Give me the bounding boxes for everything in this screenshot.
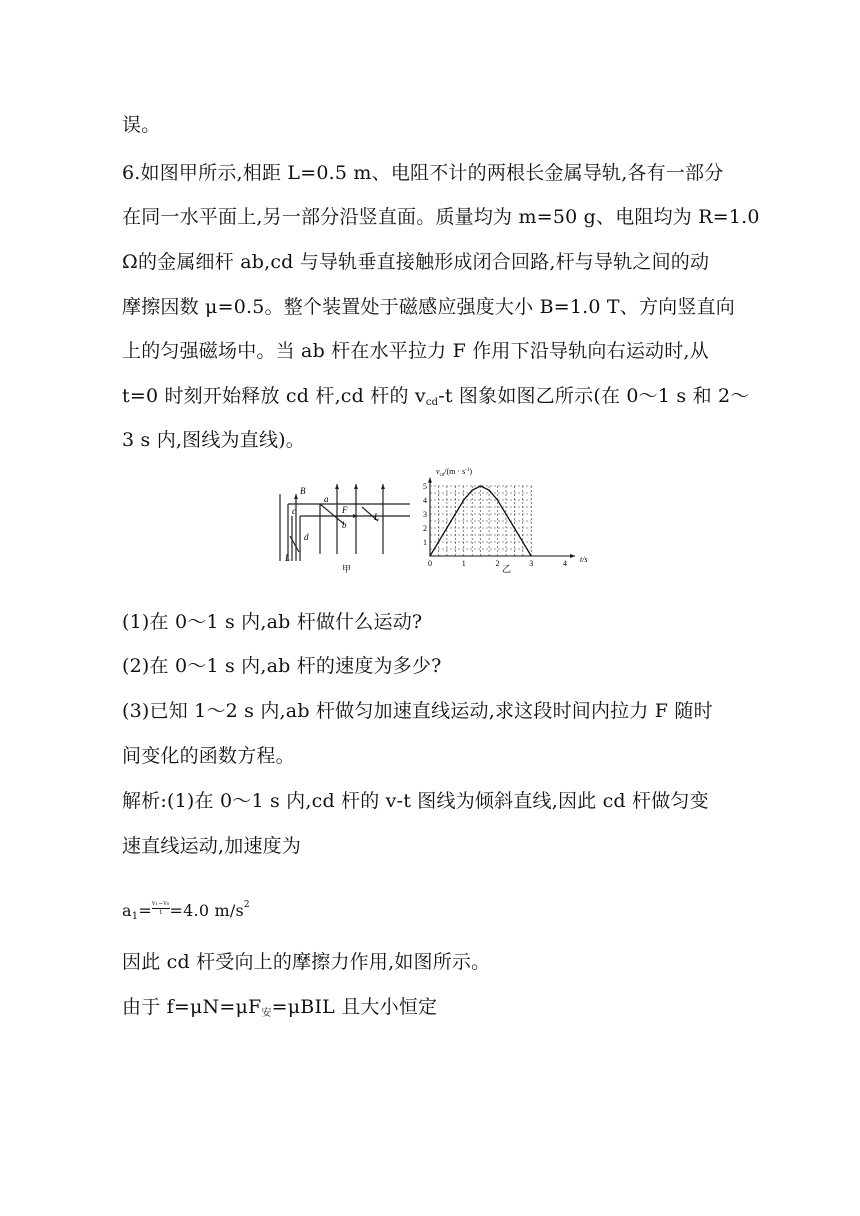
y-tick-label: 4 — [423, 496, 427, 505]
accel-sub: 1 — [131, 911, 139, 922]
x-tick-label: 0 — [428, 559, 432, 568]
yi-caption: 乙 — [502, 564, 512, 574]
question-3-line-2: 间变化的函数方程。 — [122, 745, 295, 767]
accel-frac-num: v₁−v₀ — [151, 900, 170, 907]
data-point — [438, 541, 439, 542]
accel-fraction — [152, 900, 170, 917]
yi-ylabel-v: v — [436, 467, 440, 476]
solution-line-3: 因此 cd 杆受向上的摩擦力作用,如图所示。 — [122, 951, 491, 973]
solution-line-4-rest: =μBIL 且大小恒定 — [271, 996, 438, 1018]
data-point — [488, 490, 489, 491]
yi-ylabel — [436, 467, 472, 478]
jia-label-l-bottom: L — [285, 553, 291, 563]
yi-ylabel-close: ) — [469, 467, 473, 476]
data-point — [446, 527, 447, 528]
line-7 — [122, 384, 750, 415]
question-2: (2)在 0～1 s 内,ab 杆的速度为多少? — [122, 655, 442, 677]
accel-eq: = — [138, 901, 152, 920]
jia-label-c: c — [292, 506, 296, 516]
jia-label-f: F — [342, 505, 348, 515]
yi-ylabel-sup: -1 — [465, 468, 470, 473]
data-point — [429, 555, 430, 556]
accel-result: =4.0 m/s — [169, 901, 244, 920]
figure-yi — [423, 478, 575, 568]
jia-label-a: a — [324, 494, 329, 504]
jia-label-d: d — [304, 532, 309, 542]
x-tick-label: 3 — [529, 559, 534, 568]
line-7-subscript: cd — [425, 397, 439, 408]
y-axis-arrow — [428, 478, 432, 483]
vcd-curve — [430, 486, 531, 556]
yi-xlabel: t/s — [580, 555, 588, 564]
x-tick-label: 1 — [461, 559, 466, 568]
line-7-rest: -t 图象如图乙所示(在 0～1 s 和 2～ — [438, 385, 750, 407]
line-7-text: t=0 时刻开始释放 cd 杆,cd 杆的 v — [122, 385, 426, 407]
y-tick-label: 2 — [423, 524, 427, 533]
data-point — [531, 555, 532, 556]
y-tick-label: 5 — [423, 482, 427, 491]
x-tick-label: 2 — [495, 559, 500, 568]
line-4: Ω的金属细杆 ab,cd 与导轨垂直接触形成闭合回路,杆与导轨之间的动 — [122, 251, 710, 273]
line-3: 在同一水平面上,另一部分沿竖直面。质量均为 m=50 g、电阻均为 R=1.0 — [122, 206, 760, 228]
jia-caption: 甲 — [342, 564, 352, 574]
jia-label-b-field: B — [300, 486, 306, 496]
line-6: 上的匀强磁场中。当 ab 杆在水平拉力 F 作用下沿导轨向右运动时,从 — [122, 340, 709, 362]
y-tick-label: 1 — [423, 538, 427, 547]
line-5: 摩擦因数 μ=0.5。整个装置处于磁感应强度大小 B=1.0 T、方向竖直向 — [122, 296, 735, 318]
yi-ylabel-sub: cd — [439, 473, 445, 478]
data-point — [463, 499, 464, 500]
solution-line-4-text: 由于 f=μN=μF — [122, 996, 262, 1018]
accel-sup: 2 — [243, 900, 250, 910]
figure — [270, 464, 600, 574]
jia-label-l-top: L — [374, 512, 380, 522]
y-tick-label: 3 — [423, 510, 427, 519]
data-point — [472, 490, 473, 491]
yi-ylabel-unit: /(m · s — [444, 467, 466, 476]
data-point — [497, 499, 498, 500]
data-point — [514, 527, 515, 528]
jia-label-b: b — [342, 520, 347, 530]
line-2: 6.如图甲所示,相距 L=0.5 m、电阻不计的两根长金属导轨,各有一部分 — [122, 162, 724, 184]
line-1: 误。 — [122, 114, 161, 136]
solution-line-4 — [122, 995, 437, 1026]
solution-line-1: 解析:(1)在 0～1 s 内,cd 杆的 v-t 图线为倾斜直线,因此 cd 杆做匀变 — [122, 790, 709, 812]
acceleration-formula — [122, 893, 250, 929]
line-8: 3 s 内,图线为直线)。 — [122, 429, 305, 451]
solution-line-4-sub: 安 — [261, 1008, 272, 1019]
x-axis-arrow — [570, 554, 575, 558]
question-3-line-1: (3)已知 1～2 s 内,ab 杆做匀加速直线运动,求这段时间内拉力 F 随时 — [122, 700, 713, 722]
data-point — [480, 485, 481, 486]
x-tick-label: 4 — [563, 559, 567, 568]
data-point — [455, 513, 456, 514]
accel-frac-den: t — [159, 909, 163, 916]
question-1: (1)在 0～1 s 内,ab 杆做什么运动? — [122, 611, 423, 633]
accel-prefix: a — [122, 901, 132, 920]
solution-line-2: 速直线运动,加速度为 — [122, 835, 302, 857]
